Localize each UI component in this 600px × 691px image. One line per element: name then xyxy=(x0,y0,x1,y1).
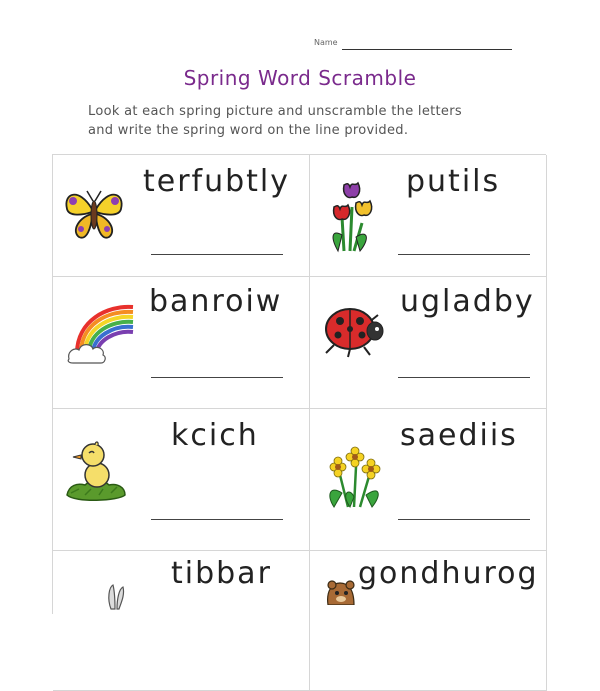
cell-1 xyxy=(53,155,310,277)
instructions-line-1: Look at each spring picture and unscramble the letters xyxy=(88,104,462,119)
answer-line[interactable] xyxy=(151,254,283,255)
cell-5 xyxy=(53,409,310,551)
daisies-icon xyxy=(320,445,390,509)
scrambled-word: ugladby xyxy=(400,284,535,319)
answer-line[interactable] xyxy=(398,377,530,378)
worksheet-grid xyxy=(52,154,546,614)
rabbit-icon xyxy=(103,581,127,611)
answer-line[interactable] xyxy=(151,377,283,378)
groundhog-icon xyxy=(324,575,360,605)
scrambled-word: gondhurog xyxy=(358,556,539,591)
scrambled-word: banroiw xyxy=(149,284,283,319)
scrambled-word: kcich xyxy=(171,418,259,453)
cell-6 xyxy=(310,409,547,551)
answer-line[interactable] xyxy=(398,254,530,255)
tulips-icon xyxy=(320,177,380,255)
scrambled-word: saediis xyxy=(400,418,518,453)
scrambled-word: tibbar xyxy=(171,556,272,591)
ladybug-icon xyxy=(320,301,390,359)
answer-line[interactable] xyxy=(398,519,530,520)
scrambled-word: terfubtly xyxy=(143,164,291,199)
cell-3 xyxy=(53,277,310,409)
cell-7 xyxy=(53,551,310,691)
scrambled-word: putils xyxy=(406,164,501,199)
chick-icon xyxy=(65,439,127,505)
page-title: Spring Word Scramble xyxy=(183,66,417,90)
butterfly-icon xyxy=(61,179,127,245)
rainbow-icon xyxy=(67,295,137,365)
cell-4 xyxy=(310,277,547,409)
cell-2 xyxy=(310,155,547,277)
cell-8 xyxy=(310,551,547,691)
instructions xyxy=(88,102,508,140)
name-label: Name xyxy=(314,38,338,47)
answer-line[interactable] xyxy=(151,519,283,520)
name-answer-line[interactable] xyxy=(342,49,512,50)
instructions-line-2: and write the spring word on the line provided. xyxy=(88,123,409,138)
